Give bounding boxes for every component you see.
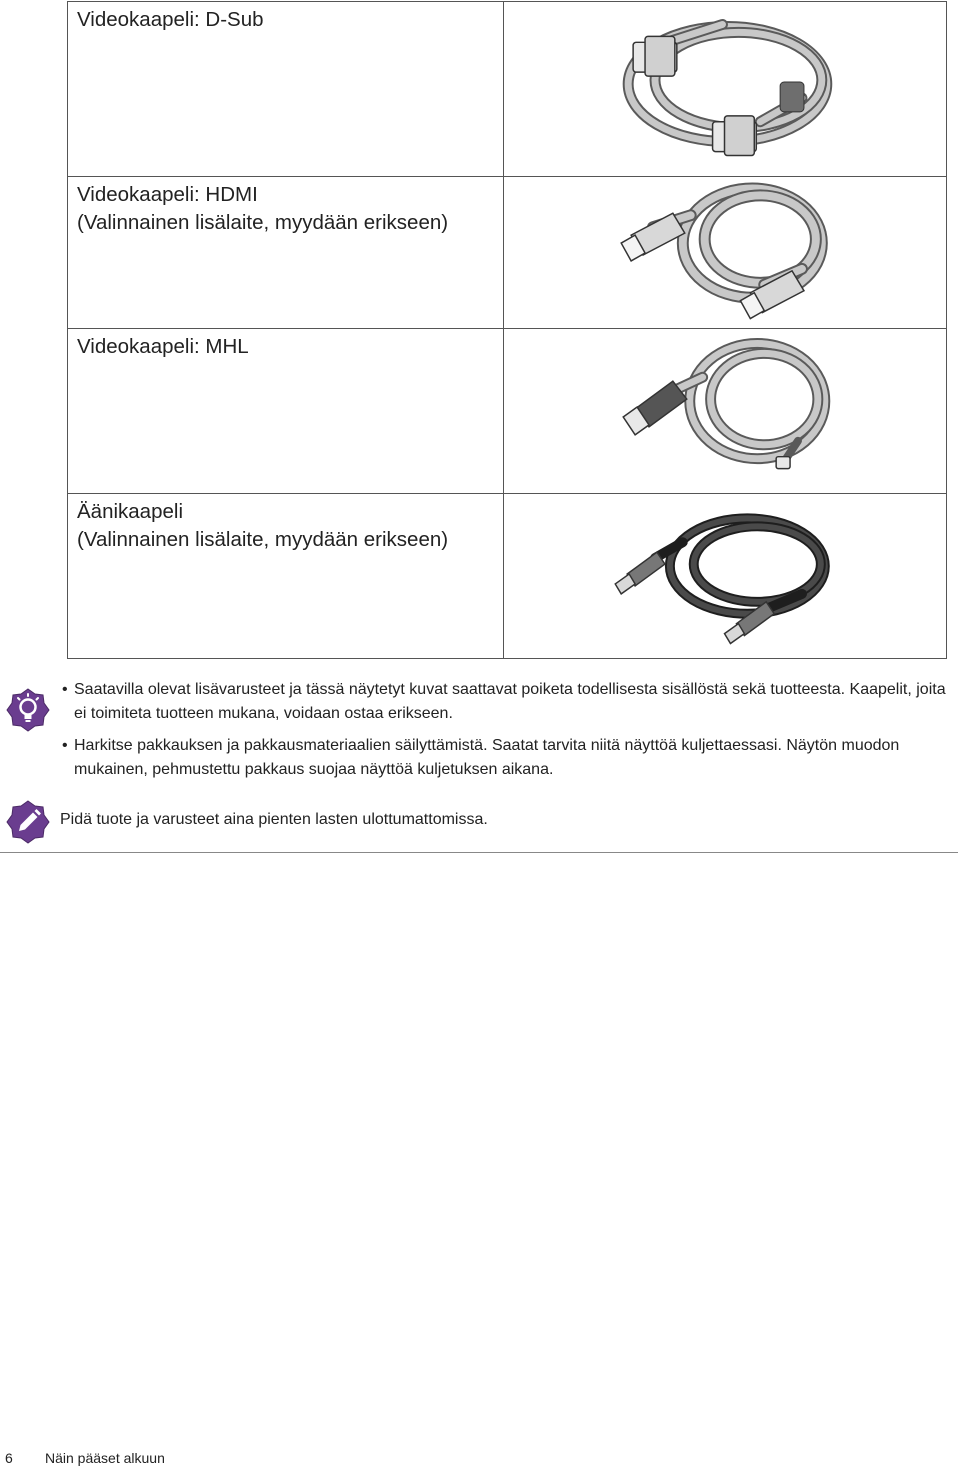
lightbulb-icon (6, 688, 50, 732)
accessory-label-line: Videokaapeli: MHL (77, 335, 249, 358)
note-text: Pidä tuote ja varusteet aina pienten lasten ulottumattomissa. (60, 811, 488, 828)
d-sub-cable-illustration (504, 2, 946, 176)
accessory-label-line: Videokaapeli: D-Sub (77, 8, 264, 31)
accessory-label-cell (68, 177, 504, 329)
accessory-label-line: (Valinnainen lisälaite, myydään erikseen) (77, 528, 449, 551)
section-divider (0, 852, 958, 853)
accessory-label-line: Videokaapeli: HDMI (77, 183, 258, 206)
accessories-table (67, 1, 947, 659)
table-row (68, 329, 947, 494)
accessory-label-cell (68, 494, 504, 659)
hdmi-cable-illustration (504, 177, 946, 328)
footer-section-title: Näin pääset alkuun (45, 1450, 165, 1466)
tip-item: • Saatavilla olevat lisävarusteet ja tässä näytetyt kuvat saattavat poiketa todellisesta sisällöstä sekä tuotteesta. Kaapelit, joita ei toimiteta tuotteen mukana, voidaan ostaa erikseen. (66, 678, 946, 726)
table-row (68, 177, 947, 329)
mhl-cable-illustration (504, 329, 946, 493)
page-number: 6 (5, 1450, 13, 1466)
d-sub-cable-image (504, 2, 947, 177)
mhl-cable-image (504, 329, 947, 494)
table-row (68, 494, 947, 659)
table-row (68, 2, 947, 177)
tips-list (66, 678, 946, 782)
audio-cable-image (504, 494, 947, 659)
accessory-label-cell (68, 2, 504, 177)
accessory-label-line: (Valinnainen lisälaite, myydään erikseen) (77, 211, 449, 234)
accessory-label-line: Äänikaapeli (77, 500, 183, 523)
hdmi-cable-image (504, 177, 947, 329)
tip-item: • Harkitse pakkauksen ja pakkausmateriaalien säilyttämistä. Saatat tarvita niitä näyttöä kuljettaessasi. Näytön muodon mukainen, pehmustettu pakkaus suojaa näyttöä kuljetuksen aikana. (66, 734, 946, 782)
pencil-icon (6, 800, 50, 844)
accessory-label-cell (68, 329, 504, 494)
audio-cable-illustration (504, 494, 946, 658)
